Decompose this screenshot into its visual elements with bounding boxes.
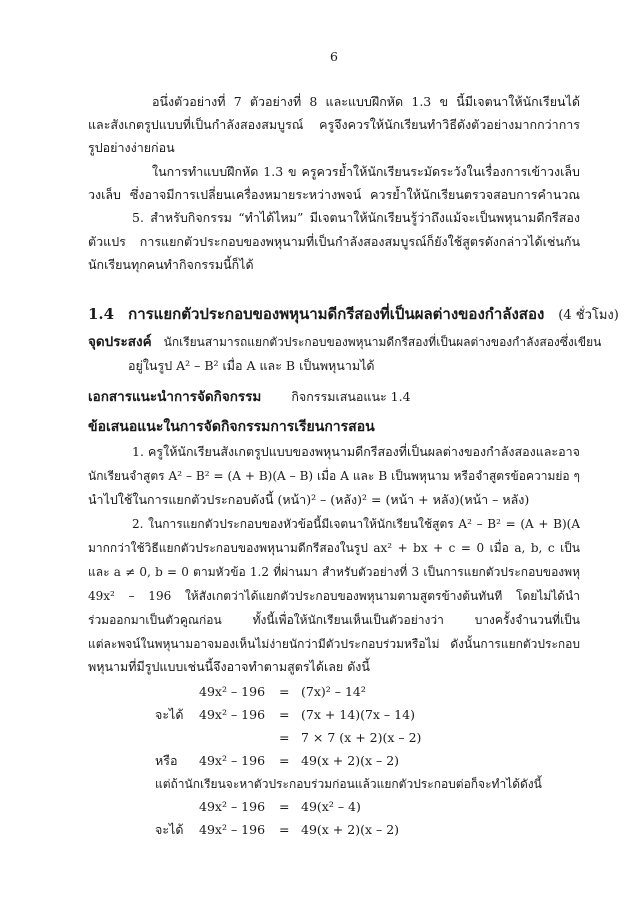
math-rhs: (7x)² – 14²: [301, 684, 366, 699]
suggestions-heading: ข้อเสนอแนะในการจัดกิจกรรมการเรียนการสอน: [88, 419, 375, 435]
text-line: 5. สำหรับกิจกรรม “ทำได้ไหม” มีเจตนาให้นักเรียนรู้ว่าถึงแม้จะเป็นพหุนามดีกรีสอง: [132, 210, 580, 225]
math-rhs: 49(x + 2)(x – 2): [301, 822, 400, 837]
objective-label: จุดประสงค์: [88, 334, 152, 350]
documents-label: เอกสารแนะนำการจัดกิจกรรม: [88, 389, 262, 405]
text-line: พหุนามที่มีรูปแบบเช่นนี้จึงอาจทำตามสูตรได้เลย ดังนี้: [88, 659, 370, 674]
text-line: และสังเกตรูปแบบที่เป็นกำลังสองสมบูรณ์ ครูจึงควรให้นักเรียนทำวิธีดังตัวอย่างมากกว่าการ: [88, 117, 580, 132]
text-line: วงเล็บ ซึ่งอาจมีการเปลี่ยนเครื่องหมายระหว่างพจน์ ควรย้ำให้นักเรียนตรวจสอบการคำนวณ: [88, 187, 580, 202]
math-prefix: จะได้: [155, 822, 184, 837]
documents: [88, 388, 411, 406]
math-rhs: 49(x + 2)(x – 2): [301, 753, 400, 768]
text-line: นักเรียนจำสูตร A² – B² = (A + B)(A – B) เมื่อ A และ B เป็นพหุนาม หรือจำสูตรข้อความย่อ ๆ: [88, 469, 580, 483]
math-row: [155, 752, 399, 770]
documents-value: กิจกรรมเสนอแนะ 1.4: [291, 389, 411, 404]
math-row: [155, 798, 361, 816]
math-rhs: 49(x² – 4): [301, 799, 361, 814]
math-equals: =: [279, 799, 290, 814]
objective-text: อยู่ในรูป A² – B² เมื่อ A และ B เป็นพหุนามได้: [128, 358, 375, 373]
math-equals: =: [279, 822, 290, 837]
math-lhs: 49x² – 196: [199, 799, 266, 814]
math-lhs: 49x² – 196: [199, 707, 266, 722]
section-heading: [88, 304, 619, 325]
text-line: และ a ≠ 0, b = 0 ตามหัวข้อ 1.2 ที่ผ่านมา สำหรับตัวอย่างที่ 3 เป็นการแยกตัวประกอบของพหุ: [88, 565, 580, 579]
text-line: 1. ครูให้นักเรียนสังเกตรูปแบบของพหุนามดีกรีสองที่เป็นผลต่างของกำลังสองและอาจ: [132, 444, 580, 459]
math-prefix: หรือ: [155, 753, 178, 768]
math-row: [155, 775, 542, 793]
text-line: ร่วมออกมาเป็นตัวคูณก่อน ทั้งนี้เพื่อให้นักเรียนเห็นเป็นตัวอย่างว่า บางครั้งจำนวนที่เป็น: [88, 613, 580, 627]
math-rhs: 7 × 7 (x + 2)(x – 2): [301, 730, 422, 745]
math-row: [155, 821, 399, 839]
text-line: 49x² – 196 ให้สังเกตว่าได้แยกตัวประกอบของพหุนามตามสูตรข้างต้นทันที โดยไม่ได้นำ: [88, 589, 580, 603]
math-note: แต่ถ้านักเรียนจะหาตัวประกอบร่วมก่อนแล้วแยกตัวประกอบต่อก็จะทำได้ดังนี้: [155, 777, 542, 791]
math-equals: =: [279, 684, 290, 699]
text-line: ในการทำแบบฝึกหัด 1.3 ข ครูควรย้ำให้นักเรียนระมัดระวังในเรื่องการเข้าวงเล็บ: [152, 164, 580, 179]
section-number: 1.4: [88, 305, 115, 323]
text-line: แต่ละพจน์ในพหุนามอาจมองเห็นไม่ง่ายนักว่ามีตัวประกอบร่วมหรือไม่ ดังนั้นการแยกตัวประกอบ: [88, 637, 580, 651]
math-lhs: 49x² – 196: [199, 753, 266, 768]
text-line: ตัวแปร การแยกตัวประกอบของพหุนามที่เป็นกำลังสองสมบูรณ์ก็ยังใช้สูตรดังกล่าวได้เช่นกัน: [88, 234, 580, 249]
math-prefix: จะได้: [155, 707, 184, 722]
text-line: นำไปใช้ในการแยกตัวประกอบดังนี้ (หน้า)² – (หลัง)² = (หน้า + หลัง)(หน้า – หลัง): [88, 492, 530, 507]
math-row: [155, 683, 366, 701]
math-lhs: 49x² – 196: [199, 822, 266, 837]
math-row: [155, 706, 415, 724]
text-line: รูปอย่างง่ายก่อน: [88, 140, 175, 155]
math-equals: =: [279, 707, 290, 722]
section-hours: (4 ชั่วโมง): [558, 308, 619, 323]
section-title: การแยกตัวประกอบของพหุนามดีกรีสองที่เป็นผลต่างของกำลังสอง: [128, 305, 545, 323]
text-line: อนึ่งตัวอย่างที่ 7 ตัวอย่างที่ 8 และแบบฝึกหัด 1.3 ข นี้มีเจตนาให้นักเรียนได้: [152, 94, 580, 109]
page-number: 6: [330, 49, 338, 64]
text-line: มากกว่าใช้วิธีแยกตัวประกอบของพหุนามดีกรีสองในรูป ax² + bx + c = 0 เมื่อ a, b, c เป็น: [88, 541, 580, 555]
math-equals: =: [279, 730, 290, 745]
math-lhs: 49x² – 196: [199, 684, 266, 699]
math-row: [155, 729, 421, 747]
objective-text: นักเรียนสามารถแยกตัวประกอบของพหุนามดีกรีสองที่เป็นผลต่างของกำลังสองซึ่งเขียน: [163, 335, 602, 349]
math-equals: =: [279, 753, 290, 768]
text-line: 2. ในการแยกตัวประกอบของหัวข้อนี้มีเจตนาให้นักเรียนใช้สูตร A² – B² = (A + B)(A: [132, 517, 580, 531]
text-line: นักเรียนทุกคนทำกิจกรรมนี้ก็ได้: [88, 257, 254, 272]
math-rhs: (7x + 14)(7x – 14): [301, 707, 415, 722]
